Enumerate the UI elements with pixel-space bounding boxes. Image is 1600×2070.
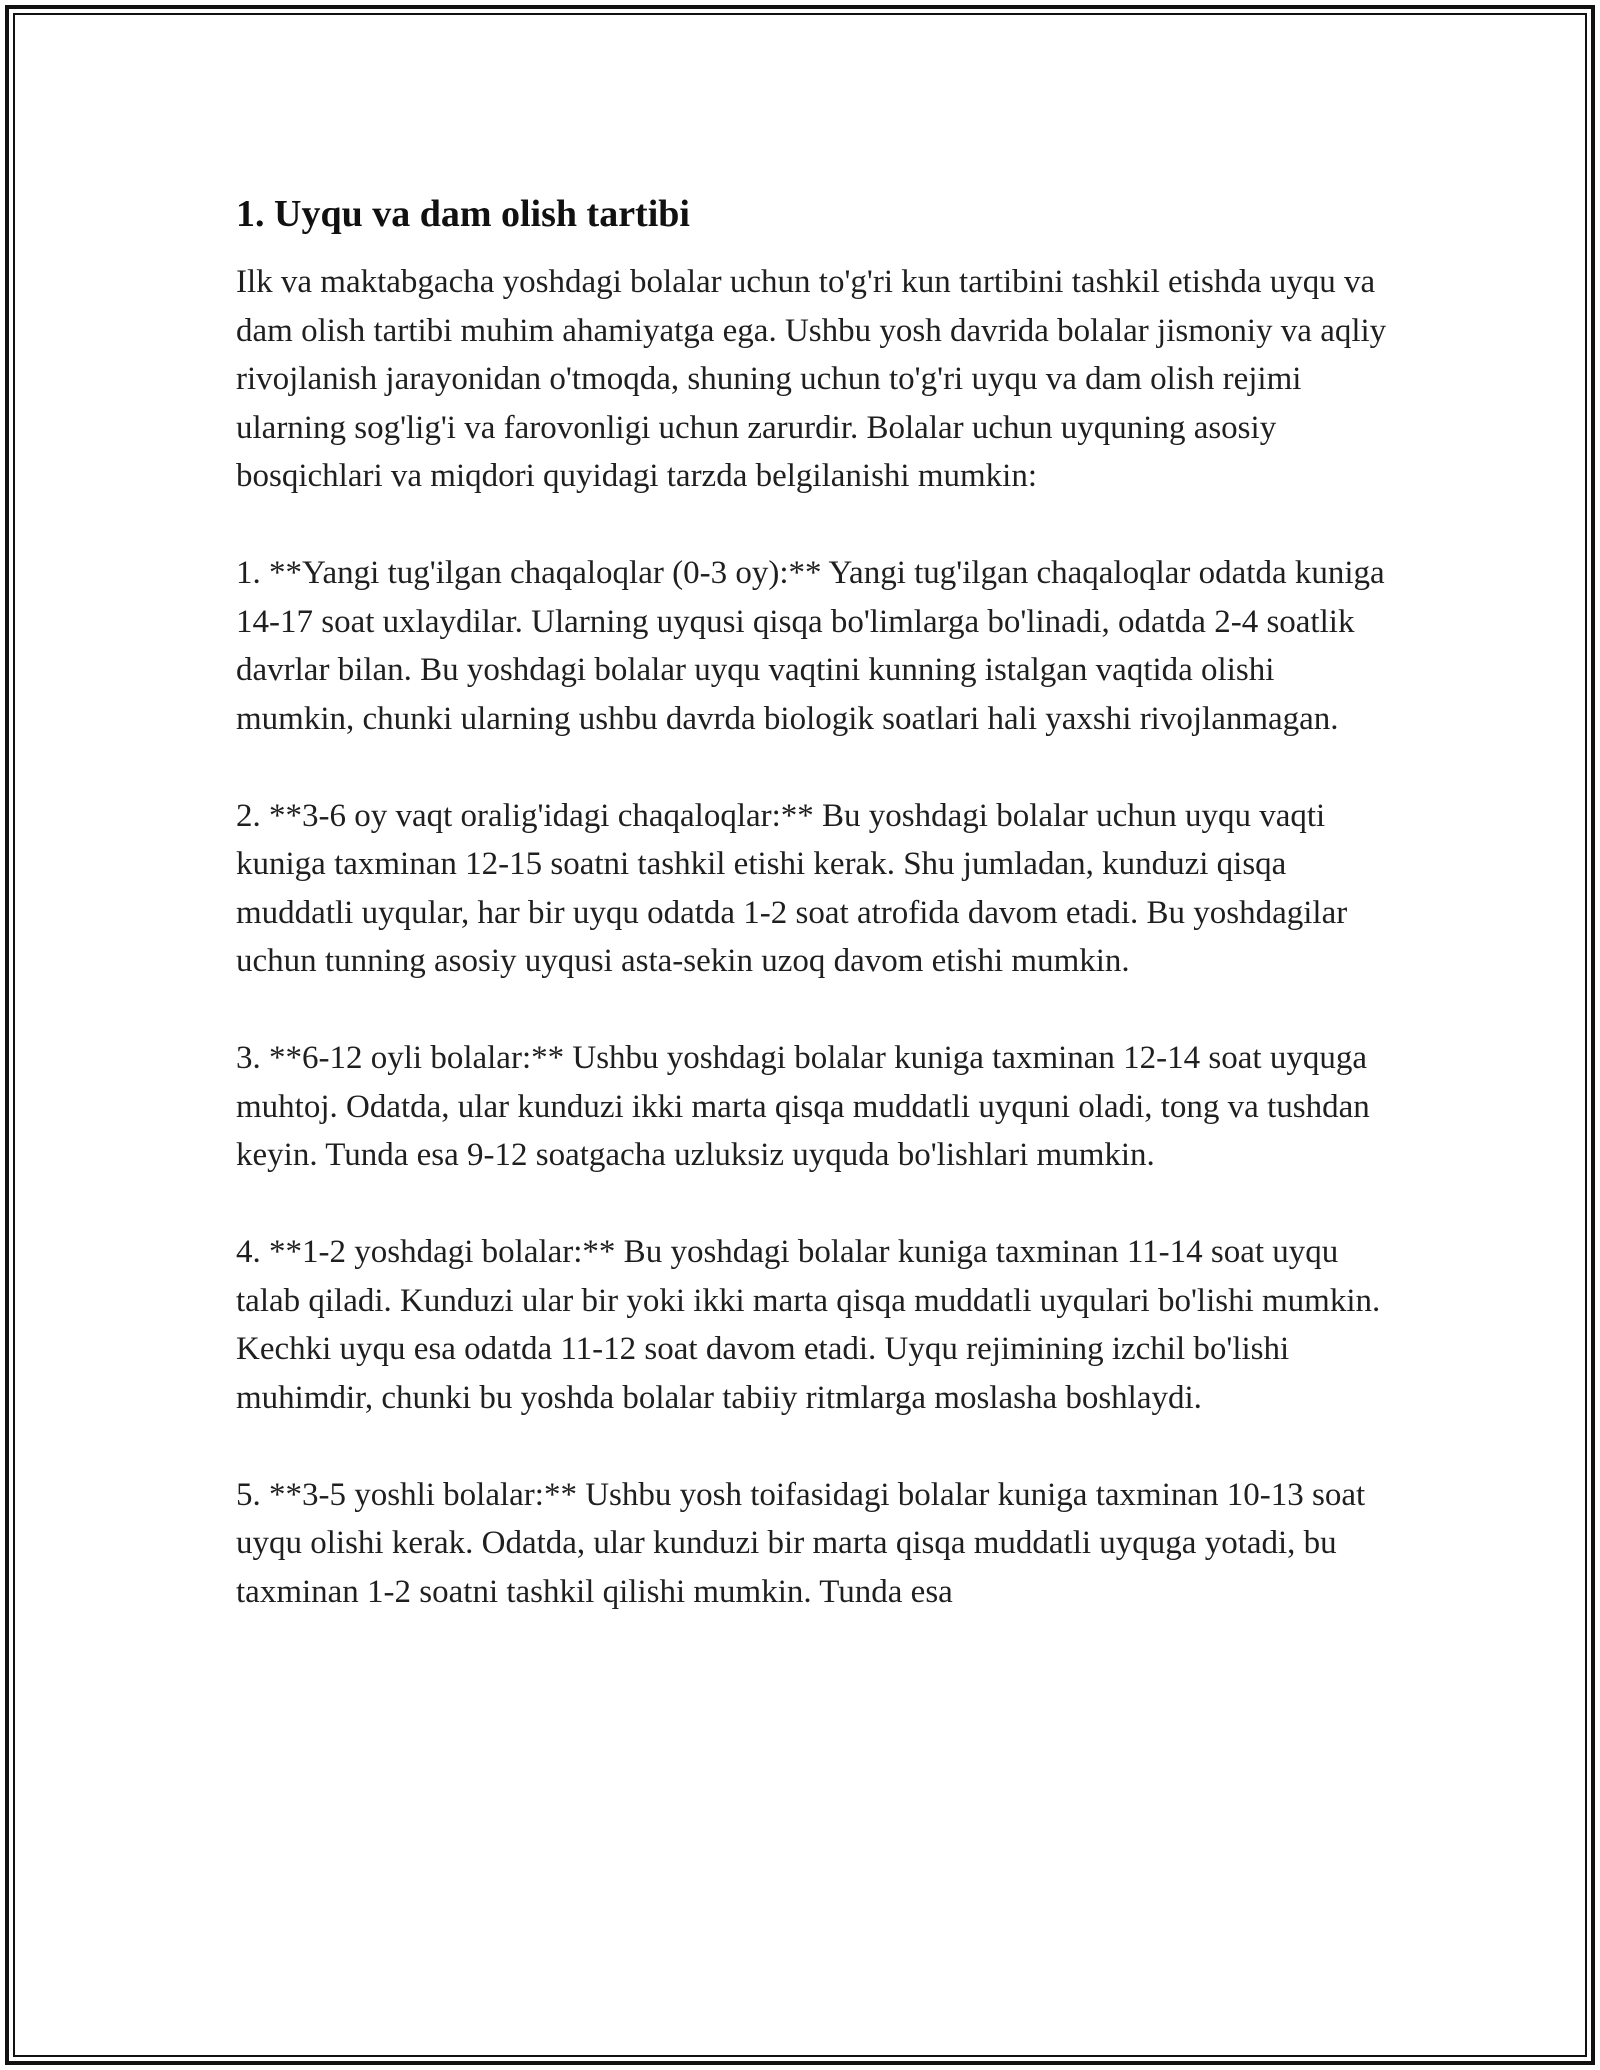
- list-item-6-12-months: 3. **6-12 oyli bolalar:** Ushbu yoshdagi bolalar kuniga taxminan 12-14 soat uyquga muhtoj. Odatda, ular kunduzi ikki marta qisqa muddatli uyquni oladi, tong va tushdan keyin. Tunda esa 9-12 soatgacha uzluksiz uyquda bo'lishlari mumkin.: [236, 1040, 1370, 1173]
- list-item-newborns: 1. **Yangi tug'ilgan chaqaloqlar (0-3 oy):** Yangi tug'ilgan chaqaloqlar odatda kuniga 14-17 soat uxlaydilar. Ularning uyqusi qisqa bo'limlarga bo'linadi, odatda 2-4 soatlik davrlar bilan. Bu yoshdagi bolalar uyqu vaqtini kunning istalgan vaqtida olishi mumkin, chunki ularning ushbu davrda biologik soatlari hali yaxshi rivojlanmagan.: [236, 555, 1385, 737]
- list-item-3-6-months: 2. **3-6 oy vaqt oralig'idagi chaqaloqlar:** Bu yoshdagi bolalar uchun uyqu vaqti kuniga taxminan 12-15 soatni tashkil etishi kerak. Shu jumladan, kunduzi qisqa muddatli uyqular, har bir uyqu odatda 1-2 soat atrofida davom etadi. Bu yoshdagilar uchun tunning asosiy uyqusi asta-sekin uzoq davom etishi mumkin.: [236, 797, 1348, 979]
- intro-paragraph: Ilk va maktabgacha yoshdagi bolalar uchun to'g'ri kun tartibini tashkil etishda uyqu va dam olish tartibi muhim ahamiyatga ega. Ushbu yosh davrida bolalar jismoniy va aqliy rivojlanish jarayonidan o'tmoqda, shuning uchun to'g'ri uyqu va dam olish rejimi ularning sog'lig'i va farovonligi uchun zarurdir. Bolalar uchun uyquning asosiy bosqichlari va miqdori quyidagi tarzda belgilanishi mumkin:: [236, 264, 1387, 494]
- list-item-1-2-years: 4. **1-2 yoshdagi bolalar:** Bu yoshdagi bolalar kuniga taxminan 11-14 soat uyqu talab qiladi. Kunduzi ular bir yoki ikki marta qisqa muddatli uyqulari bo'lishi mumkin. Kechki uyqu esa odatda 11-12 soat davom etadi. Uyqu rejimining izchil bo'lishi muhimdir, chunki bu yoshda bolalar tabiiy ritmlarga moslasha boshlaydi.: [236, 1234, 1381, 1416]
- list-item-3-5-years: 5. **3-5 yoshli bolalar:** Ushbu yosh toifasidagi bolalar kuniga taxminan 10-13 soat uyqu olishi kerak. Odatda, ular kunduzi bir marta qisqa muddatli uyquga yotadi, bu taxminan 1-2 soatni tashkil qilishi mumkin. Tunda esa: [236, 1476, 1366, 1610]
- document-body: [236, 188, 1396, 1665]
- section-title: 1. Uyqu va dam olish tartibi: [236, 193, 690, 235]
